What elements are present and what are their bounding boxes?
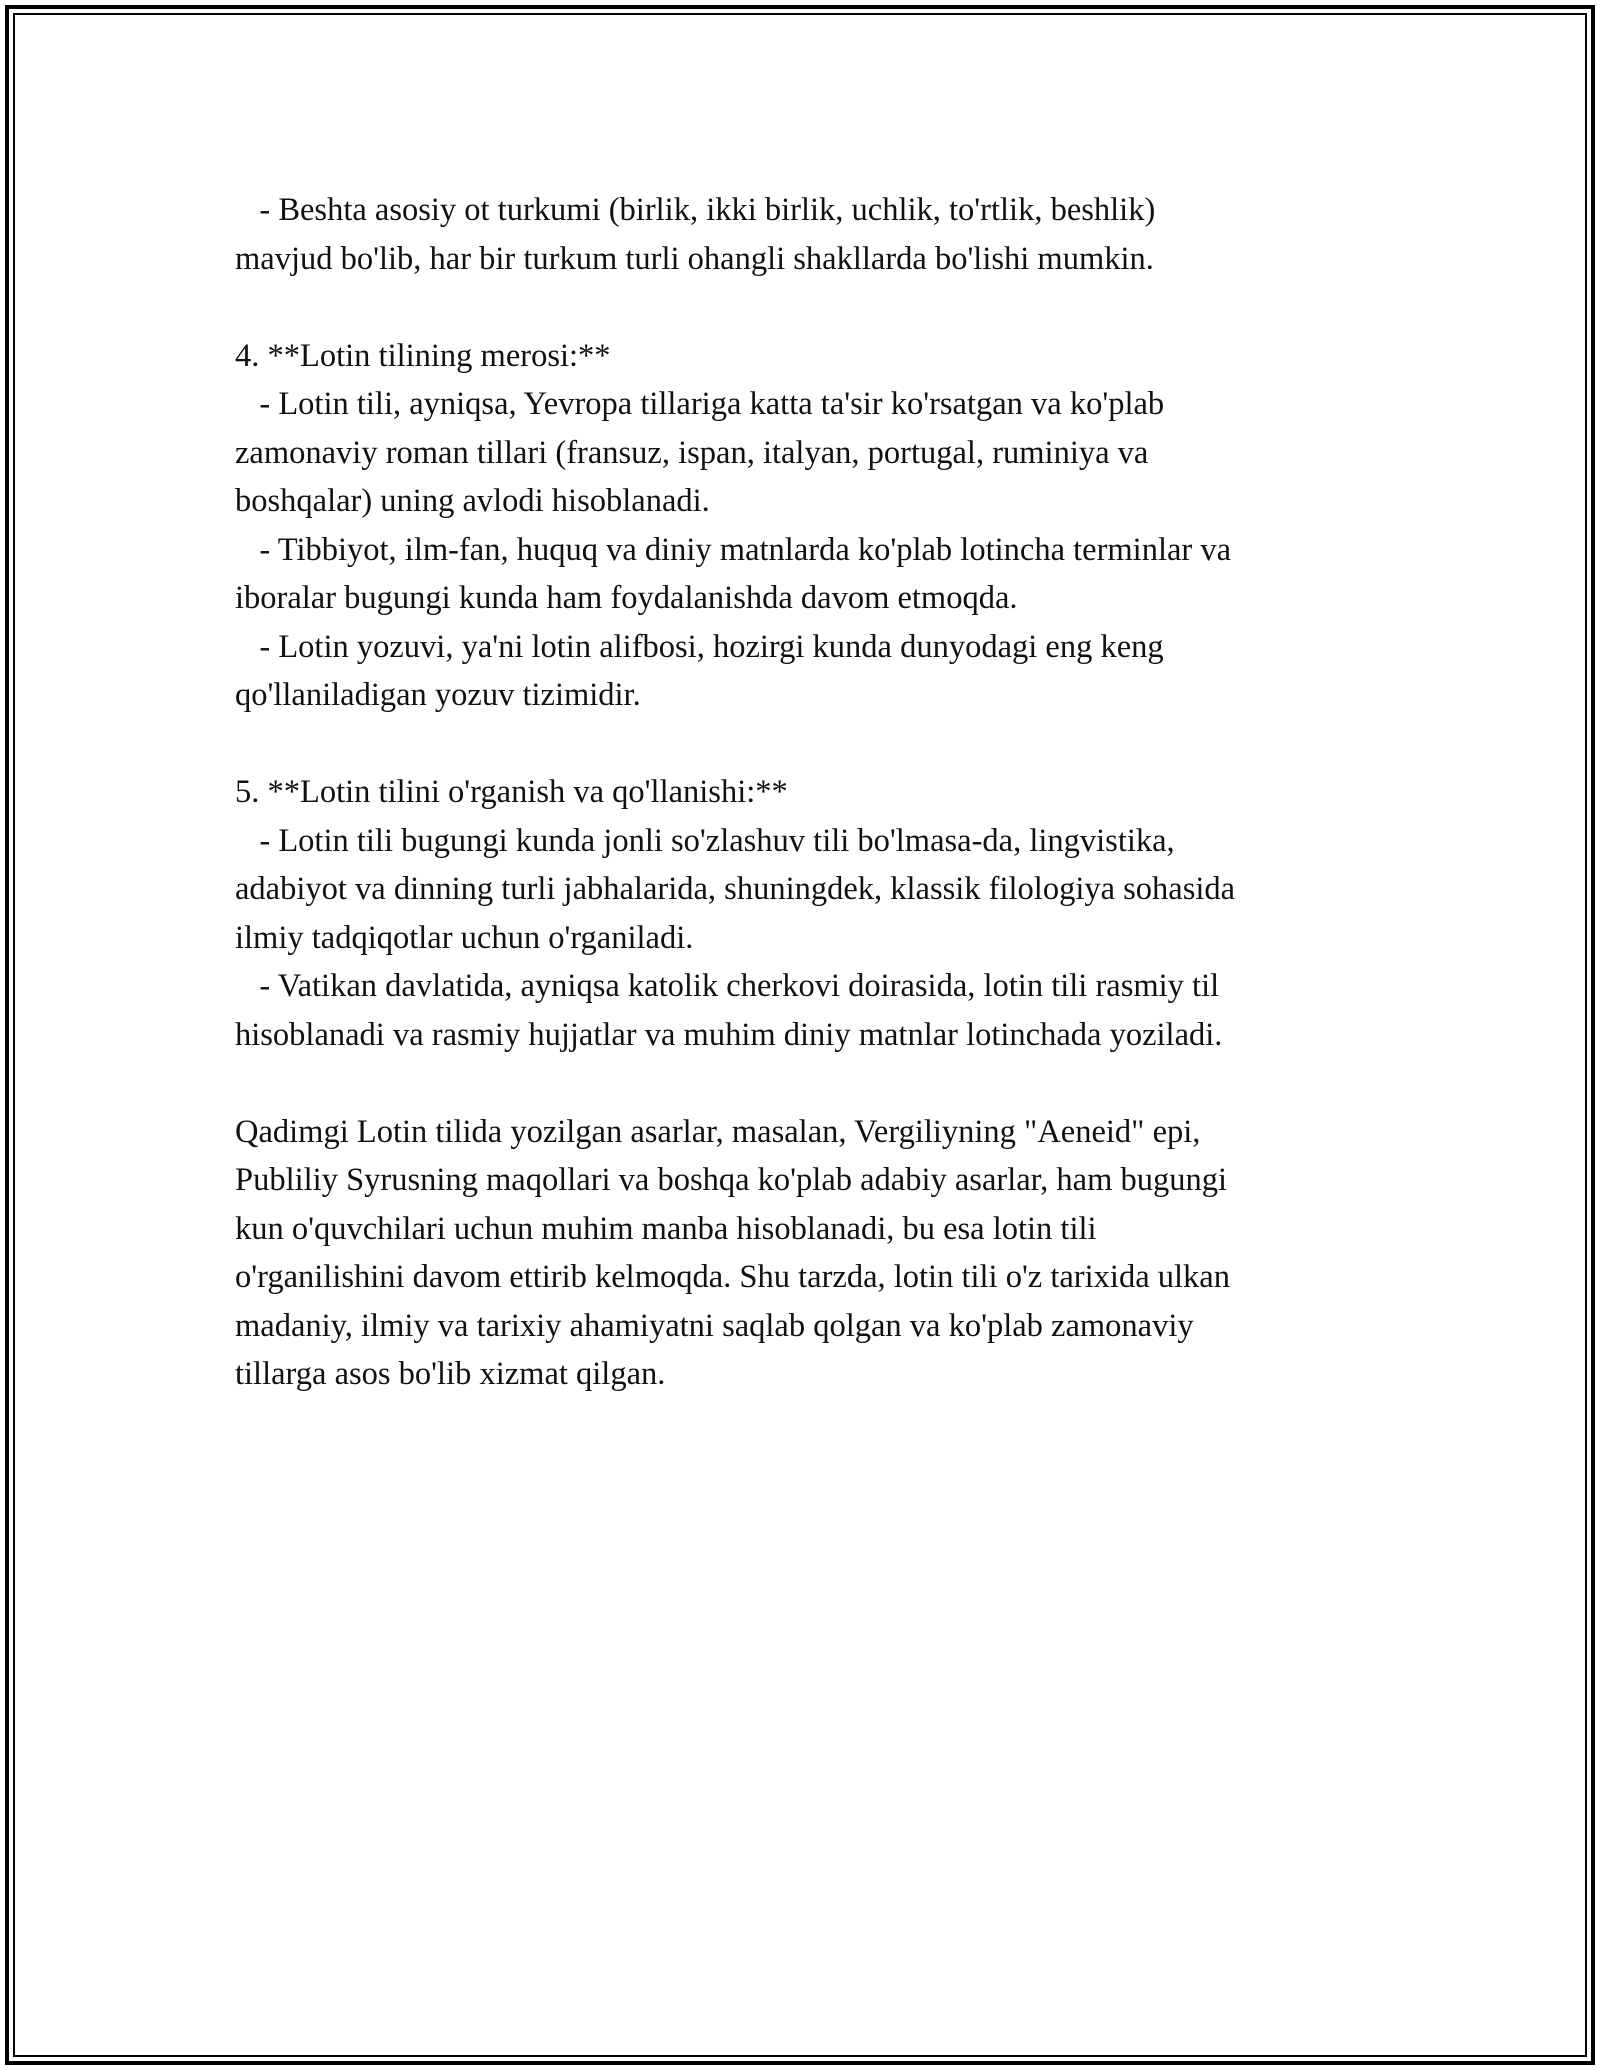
text-line: madaniy, ilmiy va tarixiy ahamiyatni saqlab qolgan va ko'plab zamonaviy xyxy=(235,1307,1194,1344)
text-line: - Beshta asosiy ot turkumi (birlik, ikki birlik, uchlik, to'rtlik, beshlik) xyxy=(235,192,1156,228)
text-line: mavjud bo'lib, har bir turkum turli ohangli shakllarda bo'lishi mumkin. xyxy=(235,240,1154,277)
text-line: qo'llaniladigan yozuv tizimidir. xyxy=(235,677,641,713)
text-line: Qadimgi Lotin tilida yozilgan asarlar, masalan, Vergiliyning "Aeneid" epi, xyxy=(235,1113,1201,1150)
text-line: tillarga asos bo'lib xizmat qilgan. xyxy=(235,1356,666,1392)
text-line: - Lotin tili bugungi kunda jonli so'zlashuv tili bo'lmasa-da, lingvistika, xyxy=(235,822,1175,859)
text-line: kun o'quvchilari uchun muhim manba hisoblanadi, bu esa lotin tili xyxy=(235,1210,1097,1247)
text-line: adabiyot va dinning turli jabhalarida, shuningdek, klassik filologiya sohasida xyxy=(235,871,1236,907)
text-line: Publiliy Syrusning maqollari va boshqa ko'plab adabiy asarlar, ham bugungi xyxy=(235,1162,1228,1198)
section-heading: 4. **Lotin tilining merosi:** xyxy=(235,337,611,374)
text-line: ilmiy tadqiqotlar uchun o'rganiladi. xyxy=(235,919,694,956)
blank-line xyxy=(235,1059,1395,1108)
text-line: - Vatikan davlatida, ayniqsa katolik cherkovi doirasida, lotin tili rasmiy til xyxy=(235,968,1220,1004)
blank-line xyxy=(235,720,1395,769)
document-body xyxy=(235,186,1395,1399)
text-line: zamonaviy roman tillari (fransuz, ispan, italyan, portugal, ruminiya va xyxy=(235,434,1149,471)
text-line: o'rganilishini davom ettirib kelmoqda. Shu tarzda, lotin tili o'z tarixida ulkan xyxy=(235,1259,1230,1295)
text-line: boshqalar) uning avlodi hisoblanadi. xyxy=(235,483,710,519)
text-line: - Tibbiyot, ilm-fan, huquq va diniy matnlarda ko'plab lotincha terminlar va xyxy=(235,531,1232,568)
text-line: - Lotin yozuvi, ya'ni lotin alifbosi, hozirgi kunda dunyodagi eng keng xyxy=(235,628,1164,665)
blank-line xyxy=(235,283,1395,332)
text-line: iboralar bugungi kunda ham foydalanishda davom etmoqda. xyxy=(235,580,1018,616)
text-line: - Lotin tili, ayniqsa, Yevropa tillariga katta ta'sir ko'rsatgan va ko'plab xyxy=(235,386,1165,422)
text-line: hisoblanadi va rasmiy hujjatlar va muhim diniy matnlar lotinchada yoziladi. xyxy=(235,1016,1223,1053)
section-heading: 5. **Lotin tilini o'rganish va qo'llanishi:** xyxy=(235,774,788,810)
